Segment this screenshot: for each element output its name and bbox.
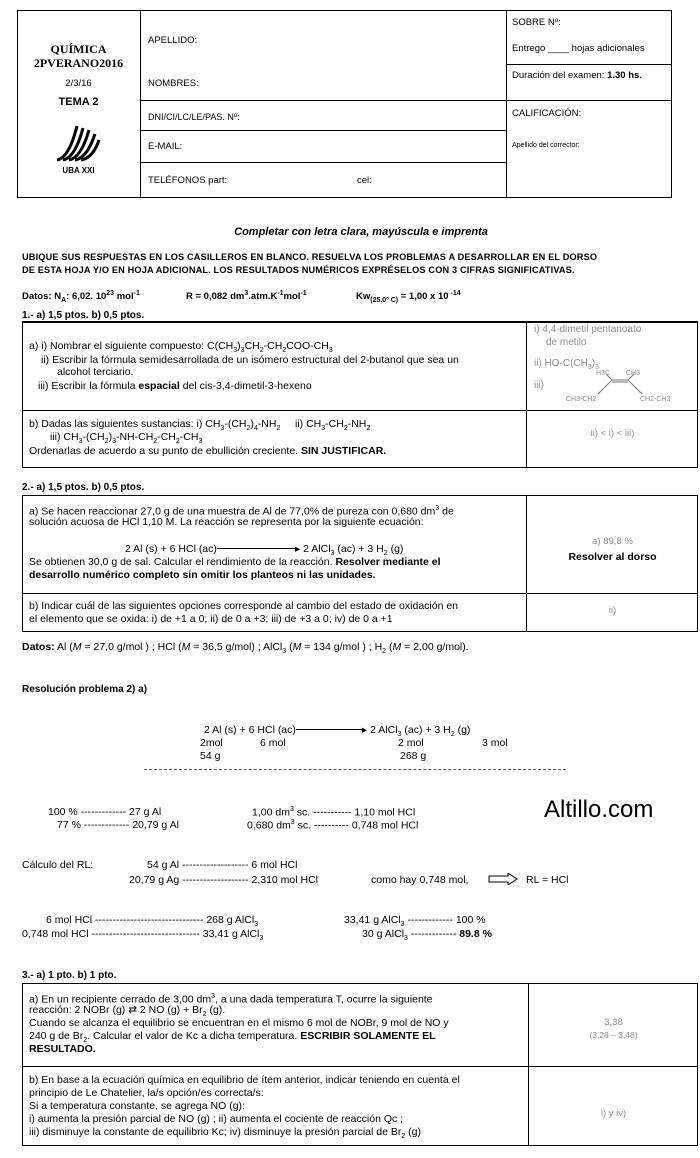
q3-hline bbox=[22, 1066, 698, 1067]
header-hline-3 bbox=[140, 162, 506, 163]
q2-a-answer: a) 89,8 % bbox=[592, 536, 633, 547]
q3-a-answer: 3,38 bbox=[604, 1017, 623, 1028]
q1-hline bbox=[22, 410, 698, 411]
q1-b-line1: b) Dadas las siguientes sustancias: i) $CH_3-(CH_2)_4-NH_2$ ii) $CH_3-CH_2-NH_2$ bbox=[29, 418, 371, 433]
header-hline-1 bbox=[140, 100, 506, 101]
q1-b-line3: Ordenarlas de acuerdo a su punto de ebullición creciente. SIN JUSTIFICAR. bbox=[29, 445, 387, 457]
res-r2-c: 2 mol bbox=[398, 737, 424, 749]
arrow-right-icon bbox=[488, 873, 518, 885]
datos-r: R = 0,082 $dm^3.atm.K^{-1}mol^{-1}$ bbox=[186, 290, 307, 303]
q3-b-answer: i) y iv) bbox=[600, 1108, 627, 1119]
watermark: Altillo.com bbox=[544, 796, 654, 823]
res-p2a: 1,00 $dm^3$ sc. ----------- 1,10 mol HCl bbox=[252, 806, 416, 819]
email-label: E-MAIL: bbox=[148, 141, 183, 152]
q3-b-line2: principio de Le Chatelier, la/s opción/es correcta/s: bbox=[29, 1087, 264, 1099]
res-f2: 0,748 mol HCl ------------------------------- 33,41 g AlCl$_3$ bbox=[22, 928, 264, 943]
res-f4: 30 g AlCl$_3$ ------------- 89.8 % bbox=[362, 928, 492, 943]
res-f1: 6 mol HCl ------------------------------- 268 g AlCl$_3$ bbox=[46, 914, 259, 929]
q2-a-line3: Se obtienen 30,0 g de sal. Calcular el rendimiento de la reacción. Resolver mediante el bbox=[29, 556, 441, 568]
q2-a-line4: desarrollo numérico completo sin omitir los planteos ni las unidades. bbox=[29, 569, 376, 581]
theme: TEMA 2 bbox=[58, 96, 99, 108]
res-r3-a: 54 g bbox=[200, 750, 221, 762]
entrego-label: Entrego ____ hojas adicionales bbox=[512, 43, 645, 54]
q1-title: 1.- a) 1,5 ptos. b) 0,5 ptos. bbox=[22, 310, 145, 321]
datos-line: Datos: $N_A$: 6,02. $10^{23}$ mol$^{-1}$ bbox=[22, 290, 140, 305]
header-hline-4 bbox=[506, 64, 672, 65]
q1-b-answer: ii) < i) < iii) bbox=[590, 428, 635, 439]
apellido-label: APELLIDO: bbox=[148, 35, 198, 46]
q1-a-line3: alcohol terciario. bbox=[57, 366, 134, 378]
q3-a-line4: 240 g de $Br_2$. Calcular el valor de Kc a dicha temperatura. ESCRIBIR SOLAMENTE EL bbox=[29, 1030, 436, 1045]
q3-a-line2: reacción: 2 NOBr (g) ⇄ 2 NO $(g) + Br_2$ (g). bbox=[29, 1004, 226, 1019]
cis-structure-icon bbox=[560, 370, 690, 410]
exam-name: 2PVERANO2016 bbox=[33, 56, 124, 70]
q2-b-answer: ii) bbox=[608, 605, 617, 616]
telefonos-label: TELÉFONOS part: bbox=[148, 175, 228, 186]
q1-ans-i2: de metilo bbox=[546, 337, 587, 348]
q2-a-line1: a) Se hacen reaccionar 27,0 g de una muestra de Al de 77,0% de pureza con 0,680 $dm^3$ de bbox=[29, 505, 454, 518]
q2-hline bbox=[22, 593, 698, 594]
q3-b-line3: Si a temperatura constante, se agrega NO (g): bbox=[29, 1100, 245, 1112]
q2-a-answer2: Resolver al dorso bbox=[568, 551, 657, 563]
q2-title: 2.- a) 1,5 ptos. b) 0,5 ptos. bbox=[22, 482, 145, 493]
q3-a-line5: RESULTADO. bbox=[29, 1043, 96, 1055]
rl-label: Cálculo del RL: bbox=[22, 859, 94, 871]
struct-left: CH3-CH2 bbox=[566, 396, 597, 403]
q3-a-answer2: (3,28 – 3,48) bbox=[589, 1030, 638, 1040]
res-p2b: 0,680 $dm^3$ sc. ---------- 0,748 mol HCl bbox=[247, 819, 419, 832]
rl-line1: 54 g Al ------------------- 6 mol HCl bbox=[147, 859, 298, 871]
q1-ans-i: i) 4,4-dimetil pentanoato bbox=[534, 324, 642, 335]
instructions-line2: DE ESTA HOJA Y/O EN HOJA ADICIONAL. LOS RESULTADOS NUMÉRICOS EXPRÉSELOS CON 3 CIFRAS SIGNIFICATIVAS. bbox=[22, 265, 575, 275]
q2-b-line1: b) Indicar cuál de las siguientes opciones corresponde al cambio del estado de oxidación en bbox=[29, 600, 459, 612]
q2-b-line2: el elemento que se oxida: i) de +1 a 0; ii) de 0 a +3; iii) de +3 a 0; iv) de 0 a +1 bbox=[29, 613, 393, 625]
nombres-label: NOMBRES: bbox=[148, 78, 199, 89]
sobre-label: SOBRE Nº: bbox=[512, 17, 561, 28]
res-r2-a: 2mol bbox=[200, 737, 223, 749]
struct-h3c: H3C bbox=[596, 370, 611, 377]
calificacion-label: CALIFICACIÓN: bbox=[512, 108, 582, 119]
logo-text: UBA XXI bbox=[62, 166, 95, 175]
q1-b-line2: iii) $CH_3-(CH_2)_3-NH-CH_2-CH_2-CH_3$ bbox=[50, 431, 203, 446]
q1-ans-iii: iii) bbox=[534, 380, 544, 391]
res-r2-d: 3 mol bbox=[482, 737, 508, 749]
res-p1b: 77 % ------------- 20,79 g Al bbox=[57, 819, 179, 831]
header-divider-1 bbox=[140, 10, 141, 198]
header-divider-2 bbox=[506, 10, 507, 198]
res-equation: 2 Al (s) + 6 HCl (ac) ▸ 2 AlCl$_3$ (ac) + 3 $H_2$ (g) bbox=[204, 724, 471, 739]
corrector-label: Apellido del corrector: bbox=[512, 142, 580, 149]
datos-kw: $Kw_{(25,0º C)} = 1,00$ x 10 $^{-14}$ bbox=[356, 290, 461, 305]
uba-logo-icon bbox=[55, 124, 101, 162]
q1-vline bbox=[526, 322, 527, 468]
exam-date: 2/3/16 bbox=[65, 78, 92, 89]
res-f3: 33,41 g AlCl$_3$ ------------- 100 % bbox=[344, 914, 486, 929]
instructions-line1: UBIQUE SUS RESPUESTAS EN LOS CASILLEROS EN BLANCO. RESUELVA LOS PROBLEMAS A DESARROLLAR EN EL DORSO bbox=[22, 252, 598, 262]
res-r3-c: 268 g bbox=[400, 750, 427, 762]
header-hline-5 bbox=[506, 100, 672, 101]
duracion-label: Duración del examen: 1.30 hs. bbox=[512, 70, 642, 81]
q3-vline bbox=[528, 983, 529, 1146]
q3-b-line4: i) aumenta la presión parcial de NO (g) ; ii) aumenta el cociente de reacción Qc ; bbox=[29, 1113, 404, 1125]
q1-ans-ii: ii) $HO-C(CH_3)_3$ bbox=[534, 358, 600, 371]
rl-line3: como hay 0,748 mol, bbox=[371, 874, 469, 886]
q3-b-line5: iii) disminuye la constante de equilibrio Kc; iv) disminuye la presión parcial de $Br_2$ (g) bbox=[29, 1126, 421, 1141]
header-hline-2 bbox=[140, 130, 506, 131]
q2-datos: Datos: Al (M = 27,0 g/mol ) ; HCl (M = 36,5 g/mol) ; AlCl$_3$ (M = 134 g/mol ) ; $H_2$ (M = 2,00 g/mol). bbox=[22, 641, 469, 656]
q3-a-line3: Cuando se alcanza el equilibrio se encuentran en el mismo 6 mol de NOBr, 9 mol de NO y bbox=[29, 1017, 449, 1029]
subject: QUÍMICA bbox=[50, 42, 107, 56]
cel-label: cel: bbox=[357, 175, 372, 186]
q3-a-line1: a) En un recipiente cerrado de 3,00 $dm^3$, a una dada temperatura T, ocurre la siguiente bbox=[29, 993, 433, 1006]
res-dashed-separator bbox=[144, 769, 566, 770]
q2-equation: 2 Al (s) + 6 HCl (ac) ▸ 2 AlCl$_3$ (ac) + 3 $H_2$ (g) bbox=[125, 543, 404, 558]
rl-line2: 20,79 g Ag ------------------- 2,310 mol HCl bbox=[129, 874, 319, 886]
rl-line4: RL = HCl bbox=[526, 874, 569, 886]
res-r2-b: 6 mol bbox=[260, 737, 286, 749]
struct-right: CH2-CH3 bbox=[640, 396, 671, 403]
q3-b-line1: b) En base a la ecuación química en equilibrio de ítem anterior, indicar teniendo en cuenta el bbox=[29, 1074, 460, 1086]
q1-a-line1: a) i) Nombrar el siguiente compuesto: $C(CH_3)_3CH_2-CH_2COO-CH_3$ bbox=[29, 340, 333, 355]
struct-ch3: CH3 bbox=[626, 370, 641, 377]
q1-a-line4: iii) Escribir la fórmula espacial del cis-3,4-dimetil-3-hexeno bbox=[38, 380, 312, 392]
res-p1a: 100 % ------------- 27 g Al bbox=[48, 806, 162, 818]
q1-a-line2: ii) Escribir la fórmula semidesarrollada de un isómero estructural del 2-butanol que sea un bbox=[41, 354, 459, 366]
instructions-title: Completar con letra clara, mayúscula e imprenta bbox=[234, 226, 488, 238]
resolucion-title: Resolución problema 2) a) bbox=[22, 684, 148, 695]
q2-a-line2: solución acuosa de HCl 1,10 M. La reacción se representa por la siguiente ecuación: bbox=[29, 516, 424, 528]
q3-title: 3.- a) 1 pto. b) 1 pto. bbox=[22, 970, 117, 981]
dni-label: DNI/CI/LC/LE/PAS. Nº: bbox=[148, 112, 240, 122]
